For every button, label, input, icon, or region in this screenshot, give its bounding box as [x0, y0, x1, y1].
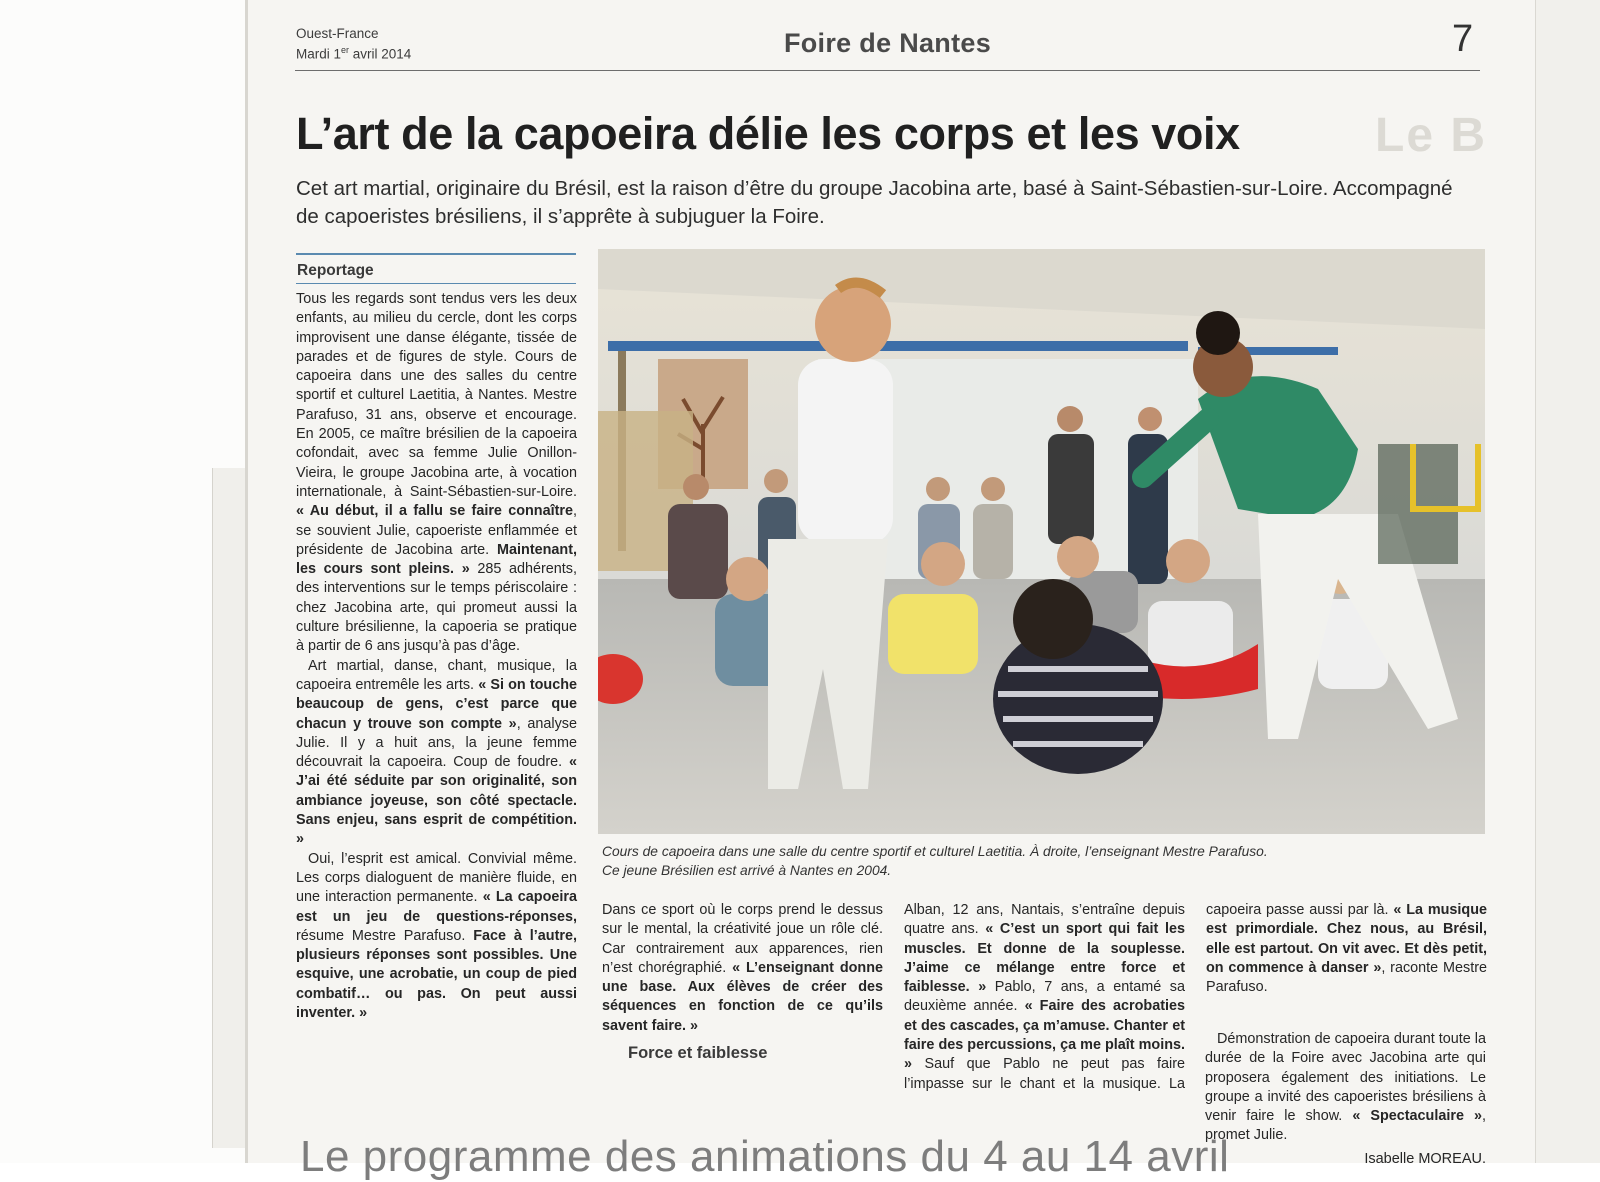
label-rule-top	[296, 253, 576, 255]
article-column-4	[1205, 1030, 1486, 1169]
paragraph-continued: Dans ce sport où le corps prend le dessus sur le mental, la créativité joue un rôle clé. Car contrairement aux apparences, rien n’est chorégraphié. « L’enseignant donne une base. Aux élèves de créer des séquences en fonction de ce qu’ils savent faire. »	[602, 902, 883, 1034]
page-number: 7	[1452, 18, 1474, 60]
rubric-label: Reportage	[297, 262, 374, 279]
article-photo-capoeira-class	[598, 249, 1485, 834]
page-edge	[245, 0, 248, 1163]
paragraph: Démonstration de capoeira durant toute la durée de la Foire avec Jacobina arte qui proposera également des initiations. Le groupe a invité des capoeristes brésiliens à venir faire le show. « Spectaculaire », promet Julie.	[1205, 1031, 1486, 1144]
paragraph: Art martial, danse, chant, musique, la capoeira entremêle les arts. « Si on touche beaucoup de gens, c’est parce que chacun y trouve son compte », analyse Julie. Il y a huit ans, la jeune femme découvrait la capoeira. Coup de foudre. « J’ai été séduite par son originalité, son ambiance joyeuse, son côté spectacle. Sans enjeu, sans esprit de compétition. »	[296, 657, 577, 848]
newspaper-date-block	[296, 26, 411, 63]
section-title: Foire de Nantes	[783, 28, 992, 58]
article-headline: L’art de la capoeira délie les corps et les voix	[296, 108, 1240, 159]
issue-date: Mardi 1er avril 2014	[296, 45, 412, 62]
label-rule-bottom	[296, 283, 576, 284]
adjacent-page-edge	[1535, 0, 1600, 1163]
newspaper-name: Ouest-France	[296, 26, 379, 41]
article-lead: Cet art martial, originaire du Brésil, est la raison d’être du groupe Jacobina arte, basé à Saint-Sébastien-sur-Loire. Accompagné de capoeristes brésiliens, il s’apprête à subjuguer la Foire.	[296, 177, 1453, 228]
photo-illustration	[598, 249, 1485, 834]
intertitle: Force et faiblesse	[628, 1044, 768, 1063]
bleed-through-text: Le B	[1375, 109, 1488, 162]
article-column-1	[296, 290, 577, 1023]
paragraph: Tous les regards sont tendus vers les deux enfants, au milieu du cercle, dont les corps improvisent une danse élégante, tissée de parades et de figures de style. Cours de capoeira dans une des salles du centre sportif et culturel Laetitia, à Nantes. Mestre Parafuso, 31 ans, observe et encourage. En 2005, ce maître brésilien de la capoeira cofondait, avec sa femme Julie Onillon-Vieira, le groupe Jacobina arte, à vocation internationale, à Saint-Sébastien-sur-Loire. « Au début, il a fallu se faire connaître, se souvient Julie, capoeriste enflammée et présidente de Jacobina arte. Maintenant, les cours sont pleins. » 285 adhérents, des interventions sur le temps périscolaire : chez Jacobina arte, qui promeut aussi la culture brésilienne, la capoeria se pratique à partir de 6 ans jusqu’à pas d’âge.	[296, 291, 577, 655]
header-rule	[295, 70, 1480, 71]
photo-caption: Cours de capoeira dans une salle du centre sportif et culturel Laetitia. À droite, l’enseignant Mestre Parafuso. Ce jeune Brésilien est arrivé à Nantes en 2004.	[602, 844, 1268, 878]
scan-background-left	[0, 0, 248, 1163]
author-signature: Isabelle MOREAU.	[1364, 1150, 1486, 1167]
paragraph: Oui, l’esprit est amical. Convivial même. Les corps dialoguent de manière fluide, en une interaction permanente. « La capoeira est un jeu de questions-réponses, résume Mestre Parafuso. Face à l’autre, plusieurs réponses sont possibles. Une esquive, une acrobatie, un coup de pied combatif… ou pas. On peut aussi inventer. »	[296, 850, 577, 1021]
next-article-headline: Le programme des animations du 4 au 14 avril	[300, 1132, 1230, 1181]
paragraph: Alban, 12 ans, Nantais, s’entraîne depuis quatre ans. « C’est un sport qui fait les muscles. Et donne de la souplesse. J’aime ce mélange entre force et faiblesse. » Pablo, 7 ans, a entamé sa deuxième année. « Faire des acrobaties et des cascades, ça m’amuse. Chanter et faire des percussions, ça me plaît moins. » Sauf que Pablo ne peut pas faire l’impasse sur le chant et la musique. La capoeira passe aussi par là. « La musique est primordiale. Chez nous, au Brésil, elle est partout. On vit avec. Et dès petit, on commence à danser », raconte Mestre Parafuso.	[904, 902, 1487, 1092]
